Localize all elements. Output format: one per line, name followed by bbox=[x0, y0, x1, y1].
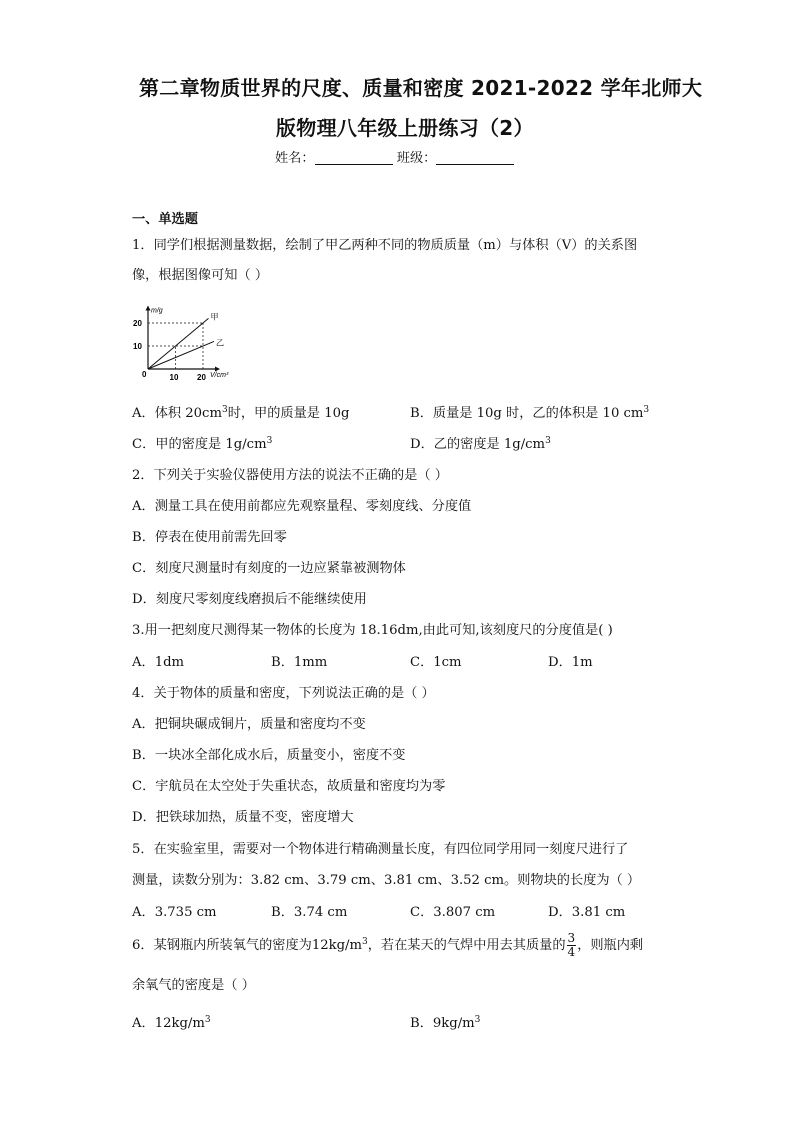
q2-stem: 2．下列关于实验仪器使用方法的说法不正确的是（ ） bbox=[132, 468, 448, 483]
q1-stem-line1: 1．同学们根据测量数据，绘制了甲乙两种不同的物质质量（m）与体积（V）的关系图 bbox=[132, 238, 638, 253]
q1-option-c[interactable] bbox=[132, 433, 272, 452]
q6-fraction-numerator: 3 bbox=[567, 931, 576, 945]
student-info bbox=[275, 147, 514, 166]
name-blank[interactable] bbox=[315, 150, 393, 165]
q1-option-c-text: C．甲的密度是 1g/cm bbox=[132, 437, 267, 452]
q4-option-a[interactable]: A．把铜块碾成铜片，质量和密度均不变 bbox=[132, 717, 366, 732]
q6-line1-sup: 3 bbox=[362, 937, 368, 947]
q1-option-d-text: D．乙的密度是 1g/cm bbox=[410, 437, 546, 452]
title-line-1: 第二章物质世界的尺度、质量和密度 2021-2022 学年北师大 bbox=[139, 76, 703, 100]
section-heading: 一、单选题 bbox=[132, 212, 198, 227]
x-axis-arrow bbox=[215, 367, 220, 372]
q6-option-b-text: B．9kg/m bbox=[410, 1016, 475, 1031]
class-label: 班级： bbox=[396, 151, 437, 166]
q4-option-d[interactable]: D．把铁球加热，质量不变，密度增大 bbox=[132, 810, 354, 825]
q1-option-a[interactable] bbox=[132, 402, 349, 421]
q5-stem-line2: 测量，读数分别为：3.82 cm、3.79 cm、3.81 cm、3.52 cm。则物块的长度为（ ） bbox=[132, 873, 641, 888]
q6-line1-post: ，则瓶内剩 bbox=[577, 938, 644, 953]
q5-option-d[interactable]: D．3.81 cm bbox=[548, 905, 626, 920]
q4-option-c[interactable]: C．宇航员在太空处于失重状态，故质量和密度均为零 bbox=[132, 779, 446, 794]
q1-option-d[interactable] bbox=[410, 433, 551, 452]
q3-option-c[interactable]: C．1cm bbox=[410, 655, 462, 670]
q3-option-d[interactable]: D．1m bbox=[548, 655, 593, 670]
q1-option-b-text: B．质量是 10g 时，乙的体积是 10 cm bbox=[410, 406, 644, 421]
q6-option-a[interactable] bbox=[132, 1012, 211, 1031]
q1-option-a-sup: 3 bbox=[221, 405, 228, 415]
q5-stem-line1: 5．在实验室里，需要对一个物体进行精确测量长度，有四位同学用同一刻度尺进行了 bbox=[132, 842, 629, 857]
q5-option-a[interactable]: A．3.735 cm bbox=[132, 905, 217, 920]
q3-stem: 3.用一把刻度尺测得某一物体的长度为 18.16dm,由此可知,该刻度尺的分度值是( ) bbox=[132, 623, 613, 638]
q3-option-a[interactable]: A．1dm bbox=[132, 655, 185, 670]
q6-stem-line2: 余氧气的密度是（ ） bbox=[132, 978, 255, 993]
class-blank[interactable] bbox=[436, 150, 514, 165]
q6-option-a-sup: 3 bbox=[204, 1015, 211, 1025]
q1-option-a-suffix: 时，甲的质量是 10g bbox=[227, 406, 350, 421]
q5-option-b[interactable]: B．3.74 cm bbox=[271, 905, 348, 920]
q1-option-a-text: A．体积 20cm bbox=[132, 406, 222, 421]
q3-option-b[interactable]: B．1mm bbox=[271, 655, 328, 670]
q6-fraction bbox=[567, 932, 577, 959]
q6-line1-pre: 6．某钢瓶内所装氧气的密度为12kg/m bbox=[132, 938, 362, 953]
q6-line1-mid: ，若在某天的气焊中用去其质量的 bbox=[367, 938, 566, 953]
y-axis-arrow bbox=[146, 306, 151, 311]
y-axis-label: m/g bbox=[151, 307, 163, 315]
q6-fraction-denominator: 4 bbox=[567, 945, 576, 959]
q2-option-d[interactable]: D．刻度尺零刻度线磨损后不能继续使用 bbox=[132, 592, 367, 607]
q5-option-c[interactable]: C．3.807 cm bbox=[410, 905, 496, 920]
x-tick-label: 10 bbox=[169, 373, 179, 382]
q6-option-a-text: A．12kg/m bbox=[132, 1016, 205, 1031]
x-axis-label: V/cm³ bbox=[210, 372, 229, 379]
q1-option-b[interactable] bbox=[410, 402, 649, 421]
q1-chart bbox=[128, 293, 248, 385]
q1-option-c-sup: 3 bbox=[266, 436, 273, 446]
q6-option-b-sup: 3 bbox=[474, 1015, 481, 1025]
q2-option-c[interactable]: C．刻度尺测量时有刻度的一边应紧靠被测物体 bbox=[132, 561, 406, 576]
q2-option-a[interactable]: A．测量工具在使用前都应先观察量程、零刻度线、分度值 bbox=[132, 499, 472, 514]
title-line-2: 版物理八年级上册练习（2） bbox=[276, 116, 534, 140]
series-label-jia: 甲 bbox=[210, 312, 219, 322]
q4-stem: 4．关于物体的质量和密度，下列说法正确的是（ ） bbox=[132, 686, 435, 701]
q1-option-d-sup: 3 bbox=[545, 436, 551, 446]
series-line-yi bbox=[148, 341, 214, 369]
q6-stem-line1 bbox=[132, 932, 643, 959]
q2-option-b[interactable]: B．停表在使用前需先回零 bbox=[132, 530, 287, 545]
y-tick-label: 10 bbox=[133, 342, 142, 351]
q1-option-b-sup: 3 bbox=[643, 405, 650, 415]
q6-option-b[interactable] bbox=[410, 1012, 480, 1031]
q1-stem-line2: 像，根据图像可知（ ） bbox=[132, 268, 269, 283]
series-line-jia bbox=[148, 318, 209, 369]
origin-label: 0 bbox=[142, 370, 147, 379]
series-label-yi: 乙 bbox=[216, 338, 224, 348]
y-tick-label: 20 bbox=[133, 319, 142, 328]
x-tick-label: 20 bbox=[197, 373, 206, 382]
name-label: 姓名： bbox=[275, 151, 315, 166]
q4-option-b[interactable]: B．一块冰全部化成水后，质量变小，密度不变 bbox=[132, 748, 406, 763]
